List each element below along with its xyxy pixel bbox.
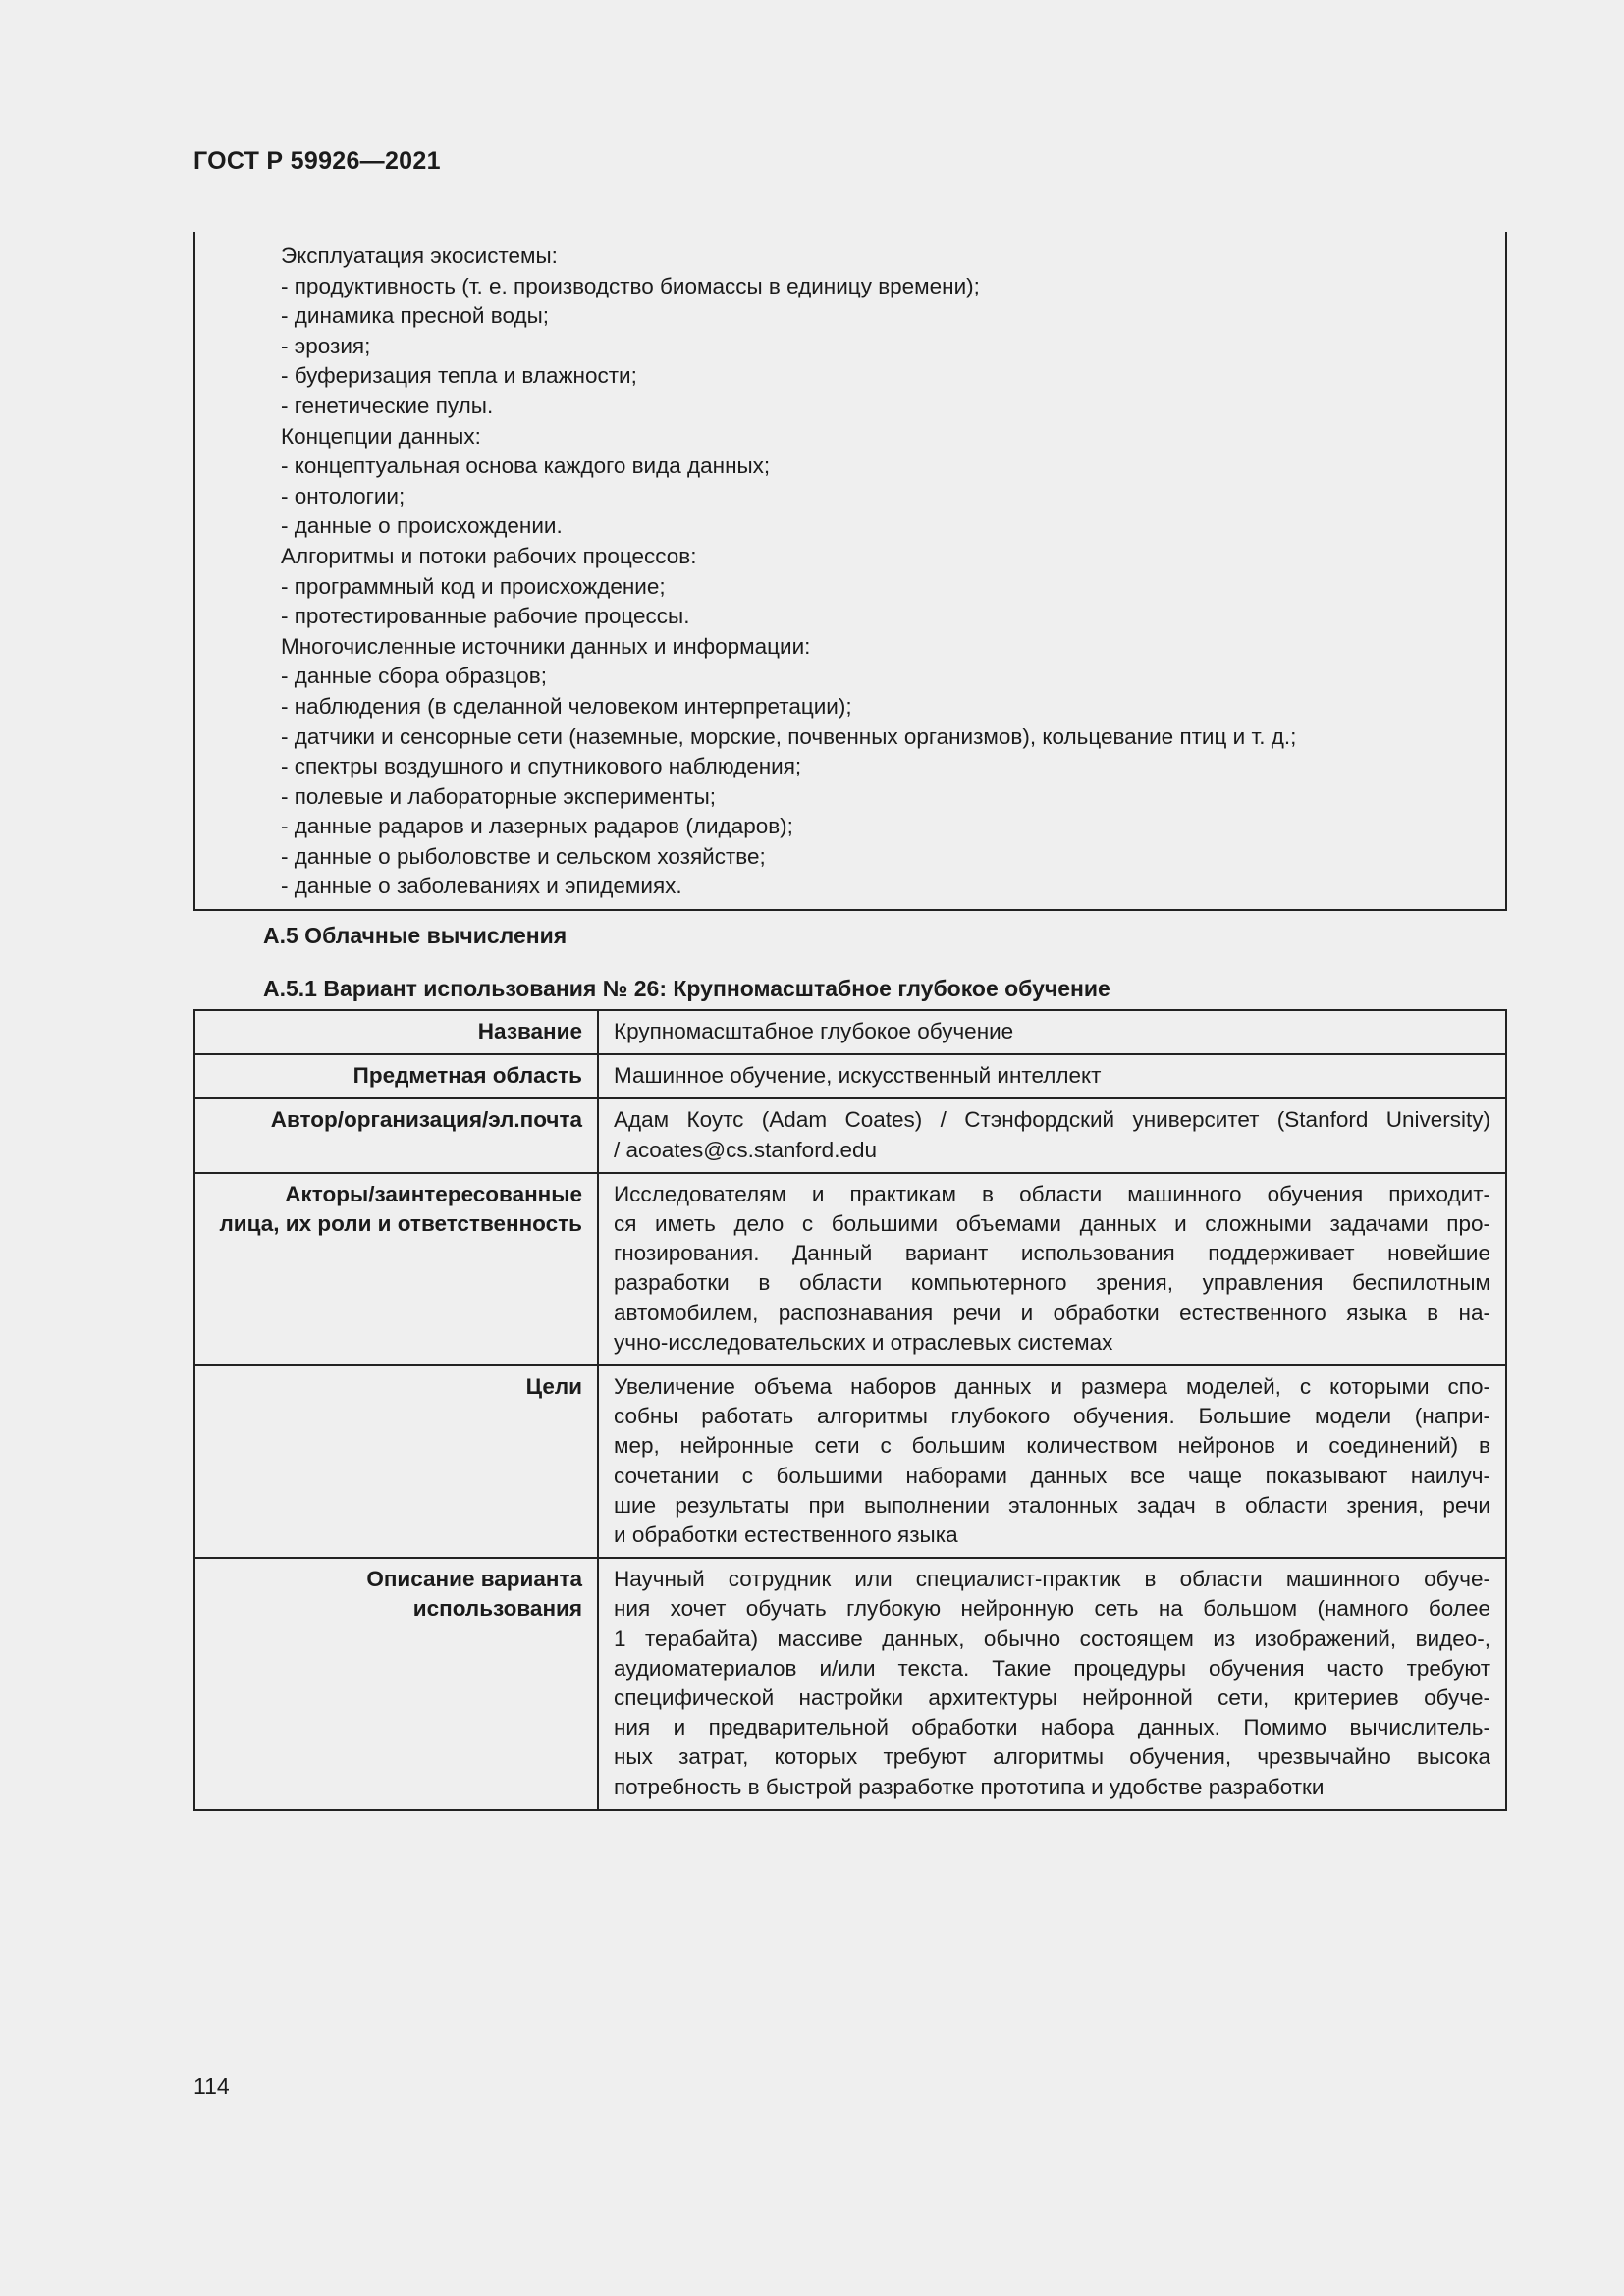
row-value-line: ния и предварительной обработки набора данных. Помимо вычислитель- [614,1715,1490,1740]
row-label-cell [194,1173,598,1365]
text-line: Алгоритмы и потоки рабочих процессов: [281,543,697,568]
row-value-line: автомобилем, распознавания речи и обработки естественного языка в на- [614,1300,1490,1325]
row-value-cell [598,1173,1506,1365]
text-line: - продуктивность (т. е. производство биомассы в единицу времени); [281,273,980,298]
row-value-line: ных затрат, которых требуют алгоритмы обучения, чрезвычайно высока [614,1744,1490,1770]
row-value-line: 1 терабайта) массиве данных, обычно состоящем из изображений, видео-, [614,1626,1490,1651]
text-line: - данные о происхождении. [281,513,563,539]
text-line: - протестированные рабочие процессы. [281,604,690,629]
row-label: Название [477,1019,582,1043]
text-line: - данные о рыболовстве и сельском хозяйстве; [281,843,766,869]
row-value-cell [598,1365,1506,1558]
text-line: Эксплуатация экосистемы: [281,243,558,268]
document-header: ГОСТ Р 59926—2021 [193,147,441,175]
text-line: - программный код и происхождение; [281,573,666,599]
text-line: - данные сбора образцов; [281,664,547,689]
section-heading: А.5 Облачные вычисления [263,923,568,948]
row-value-cell [598,1010,1506,1054]
text-line: - данные радаров и лазерных радаров (лидаров); [281,814,793,839]
row-value-line: Увеличение объема наборов данных и размера моделей, с которыми спо- [614,1374,1490,1400]
table-row [194,1054,1506,1098]
row-value-line: Исследователям и практикам в области машинного обучения приходит- [614,1181,1490,1206]
row-value-line: разработки в области компьютерного зрения, управления беспилотным [614,1270,1490,1296]
text-line: - концептуальная основа каждого вида данных; [281,454,771,479]
table-row [194,1173,1506,1365]
page-number: 114 [193,2073,230,2099]
table-row [194,1558,1506,1810]
row-label-cell [194,1098,598,1172]
row-label-cell [194,1558,598,1810]
row-value-line: мер, нейронные сети с большим количеством нейронов и соединений) в [614,1433,1490,1459]
text-line: - генетические пулы. [281,393,494,418]
row-value-line: Крупномасштабное глубокое обучение [614,1019,1014,1043]
text-line: - данные о заболеваниях и эпидемиях. [281,874,682,899]
row-value-line: / acoates@cs.stanford.edu [614,1137,877,1162]
text-line: Многочисленные источники данных и информации: [281,633,811,659]
text-line: - динамика пресной воды; [281,303,550,329]
row-label: использования [412,1596,582,1622]
row-value-line: аудиоматериалов и/или текста. Такие процедуры обучения часто требуют [614,1655,1490,1681]
row-value-line: гнозирования. Данный вариант использования поддерживает новейшие [614,1241,1490,1266]
row-value-line: Машинное обучение, искусственный интеллект [614,1063,1102,1089]
text-line: Концепции данных: [281,423,481,449]
text-line: - эрозия; [281,333,371,358]
row-value-line: шие результаты при выполнении эталонных задач в области зрения, речи [614,1492,1490,1518]
row-label: Описание варианта [366,1567,582,1592]
table-row [194,1365,1506,1558]
row-label-cell [194,1054,598,1098]
row-value-line: учно-исследовательских и отраслевых системах [614,1329,1113,1355]
row-value-cell [598,1098,1506,1172]
row-label: Предметная область [352,1063,582,1089]
row-value-line: Научный сотрудник или специалист-практик в области машинного обуче- [614,1567,1490,1592]
row-value-line: и обработки естественного языка [614,1522,958,1548]
row-label-cell [194,1365,598,1558]
text-line: - наблюдения (в сделанной человеком интерпретации); [281,693,852,719]
row-value-line: ся иметь дело с большими объемами данных и сложными задачами про- [614,1211,1490,1237]
continued-table-cell [193,232,1507,911]
text-line: - спектры воздушного и спутникового наблюдения; [281,754,802,779]
text-line: - буферизация тепла и влажности; [281,363,637,389]
table-row [194,1098,1506,1172]
subsection-heading: А.5.1 Вариант использования № 26: Крупномасштабное глубокое обучение [263,976,1110,1001]
row-value-line: Адам Коутс (Adam Coates) / Стэнфордский университет (Stanford University) [614,1107,1490,1133]
row-value-line: потребность в быстрой разработке прототипа и удобстве разработки [614,1774,1325,1799]
row-label-cell [194,1010,598,1054]
row-label: Акторы/заинтересованные [285,1181,582,1206]
continued-text-block [281,241,1296,902]
row-value-line: сочетании с большими наборами данных все чаще показывают наилуч- [614,1463,1490,1488]
text-line: - онтологии; [281,483,406,508]
row-label: Автор/организация/эл.почта [270,1107,582,1133]
text-line: - датчики и сенсорные сети (наземные, морские, почвенных организмов), кольцевание птиц и т. д.; [281,723,1297,749]
table-row [194,1010,1506,1054]
row-label: Цели [525,1374,582,1400]
row-value-line: ния хочет обучать глубокую нейронную сеть на большом (намного более [614,1596,1490,1622]
row-value-cell [598,1558,1506,1810]
row-value-cell [598,1054,1506,1098]
row-value-line: специфической настройки архитектуры нейронной сети, критериев обуче- [614,1685,1490,1711]
use-case-table [193,1009,1507,1811]
row-label: лица, их роли и ответственность [219,1211,582,1237]
text-line: - полевые и лабораторные эксперименты; [281,783,717,809]
row-value-line: собны работать алгоритмы глубокого обучения. Большие модели (напри- [614,1404,1490,1429]
